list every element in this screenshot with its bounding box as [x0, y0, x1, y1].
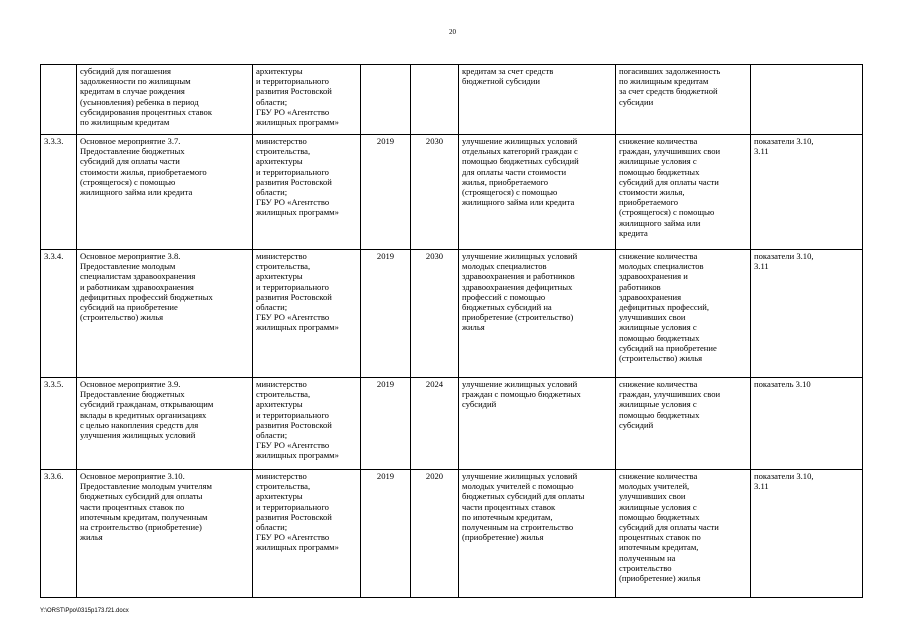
expected-result: улучшение жилищных условий граждан с помощью бюджетных субсидий — [459, 378, 616, 470]
measure-number: 3.3.4. — [41, 250, 77, 378]
expected-result: кредитам за счет средств бюджетной субсидии — [459, 65, 616, 135]
measure-number: 3.3.3. — [41, 135, 77, 250]
start-year: 2019 — [361, 378, 411, 470]
start-year: 2019 — [361, 135, 411, 250]
table-row — [41, 250, 863, 378]
non-implementation-consequences: снижение количества граждан, улучшивших свои жилищные условия с помощью бюджетных субсидий — [616, 378, 751, 470]
start-year: 2019 — [361, 470, 411, 598]
program-measures-table — [40, 64, 863, 598]
indicator-link: показатели 3.10, 3.11 — [751, 135, 863, 250]
expected-result: улучшение жилищных условий молодых учителей с помощью бюджетных субсидий для оплаты части процентных ставок по ипотечным кредитам, полученным на строительство (приобретение) жилья — [459, 470, 616, 598]
measure-number: 3.3.5. — [41, 378, 77, 470]
end-year — [411, 65, 459, 135]
table-row — [41, 470, 863, 598]
indicator-link — [751, 65, 863, 135]
measure-number: 3.3.6. — [41, 470, 77, 598]
end-year: 2030 — [411, 250, 459, 378]
measure-executor: министерство строительства, архитектуры и территориального развития Ростовской области; ГБУ РО «Агентство жилищных программ» — [253, 135, 361, 250]
end-year: 2020 — [411, 470, 459, 598]
table-row — [41, 378, 863, 470]
indicator-link: показатель 3.10 — [751, 378, 863, 470]
table-row — [41, 65, 863, 135]
end-year: 2030 — [411, 135, 459, 250]
measure-name: Основное мероприятие 3.10. Предоставление молодым учителям бюджетных субсидий для оплаты части процентных ставок по ипотечным кредитам, полученным на строительство (приобретение) жилья — [77, 470, 253, 598]
table-row — [41, 135, 863, 250]
measure-name: Основное мероприятие 3.9. Предоставление бюджетных субсидий гражданам, открывающим вклады в кредитных организациях с целью накопления средств для улучшения жилищных условий — [77, 378, 253, 470]
non-implementation-consequences: снижение количества молодых специалистов здравоохранения и работников здравоохранения дефицитных профессий, улучшивших свои жилищные условия с помощью бюджетных субсидий на приобретение (строительство) жилья — [616, 250, 751, 378]
measure-name: Основное мероприятие 3.7. Предоставление бюджетных субсидий для оплаты части стоимости жилья, приобретаемого (строящегося) с помощью жилищного займа или кредита — [77, 135, 253, 250]
end-year: 2024 — [411, 378, 459, 470]
indicator-link: показатели 3.10, 3.11 — [751, 250, 863, 378]
measure-executor: министерство строительства, архитектуры и территориального развития Ростовской области; ГБУ РО «Агентство жилищных программ» — [253, 250, 361, 378]
measure-name: субсидий для погашения задолженности по жилищным кредитам в случае рождения (усыновления) ребенка в период субсидирования процентных ставок по жилищным кредитам — [77, 65, 253, 135]
measure-executor: министерство строительства, архитектуры и территориального развития Ростовской области; ГБУ РО «Агентство жилищных программ» — [253, 470, 361, 598]
measure-number — [41, 65, 77, 135]
non-implementation-consequences: погасивших задолженность по жилищным кредитам за счет средств бюджетной субсидии — [616, 65, 751, 135]
page-number: 20 — [449, 28, 456, 36]
expected-result: улучшение жилищных условий отдельных категорий граждан с помощью бюджетных субсидий для оплаты части стоимости жилья, приобретаемого (строящегося) с помощью жилищного займа или кредита — [459, 135, 616, 250]
non-implementation-consequences: снижение количества граждан, улучшивших свои жилищные условия с помощью бюджетных субсидий для оплаты части стоимости жилья, приобретаемого (строящегося) с помощью жилищного займа или кредита — [616, 135, 751, 250]
start-year — [361, 65, 411, 135]
measure-name: Основное мероприятие 3.8. Предоставление молодым специалистам здравоохранения и работникам здравоохранения дефицитных профессий бюджетных субсидий на приобретение (строительство) жилья — [77, 250, 253, 378]
non-implementation-consequences: снижение количества молодых учителей, улучшивших свои жилищные условия с помощью бюджетных субсидий для оплаты части процентных ставок по ипотечным кредитам, полученным на строительство (приобретение) жилья — [616, 470, 751, 598]
start-year: 2019 — [361, 250, 411, 378]
measure-executor: министерство строительства, архитектуры и территориального развития Ростовской области; ГБУ РО «Агентство жилищных программ» — [253, 378, 361, 470]
expected-result: улучшение жилищных условий молодых специалистов здравоохранения и работников здравоохранения дефицитных профессий с помощью бюджетных субсидий на приобретение (строительство) жилья — [459, 250, 616, 378]
file-path-footer: Y:\ORST\Ppo\0315p173.f21.docx — [40, 608, 129, 614]
indicator-link: показатели 3.10, 3.11 — [751, 470, 863, 598]
measure-executor: архитектуры и территориального развития Ростовской области; ГБУ РО «Агентство жилищных программ» — [253, 65, 361, 135]
